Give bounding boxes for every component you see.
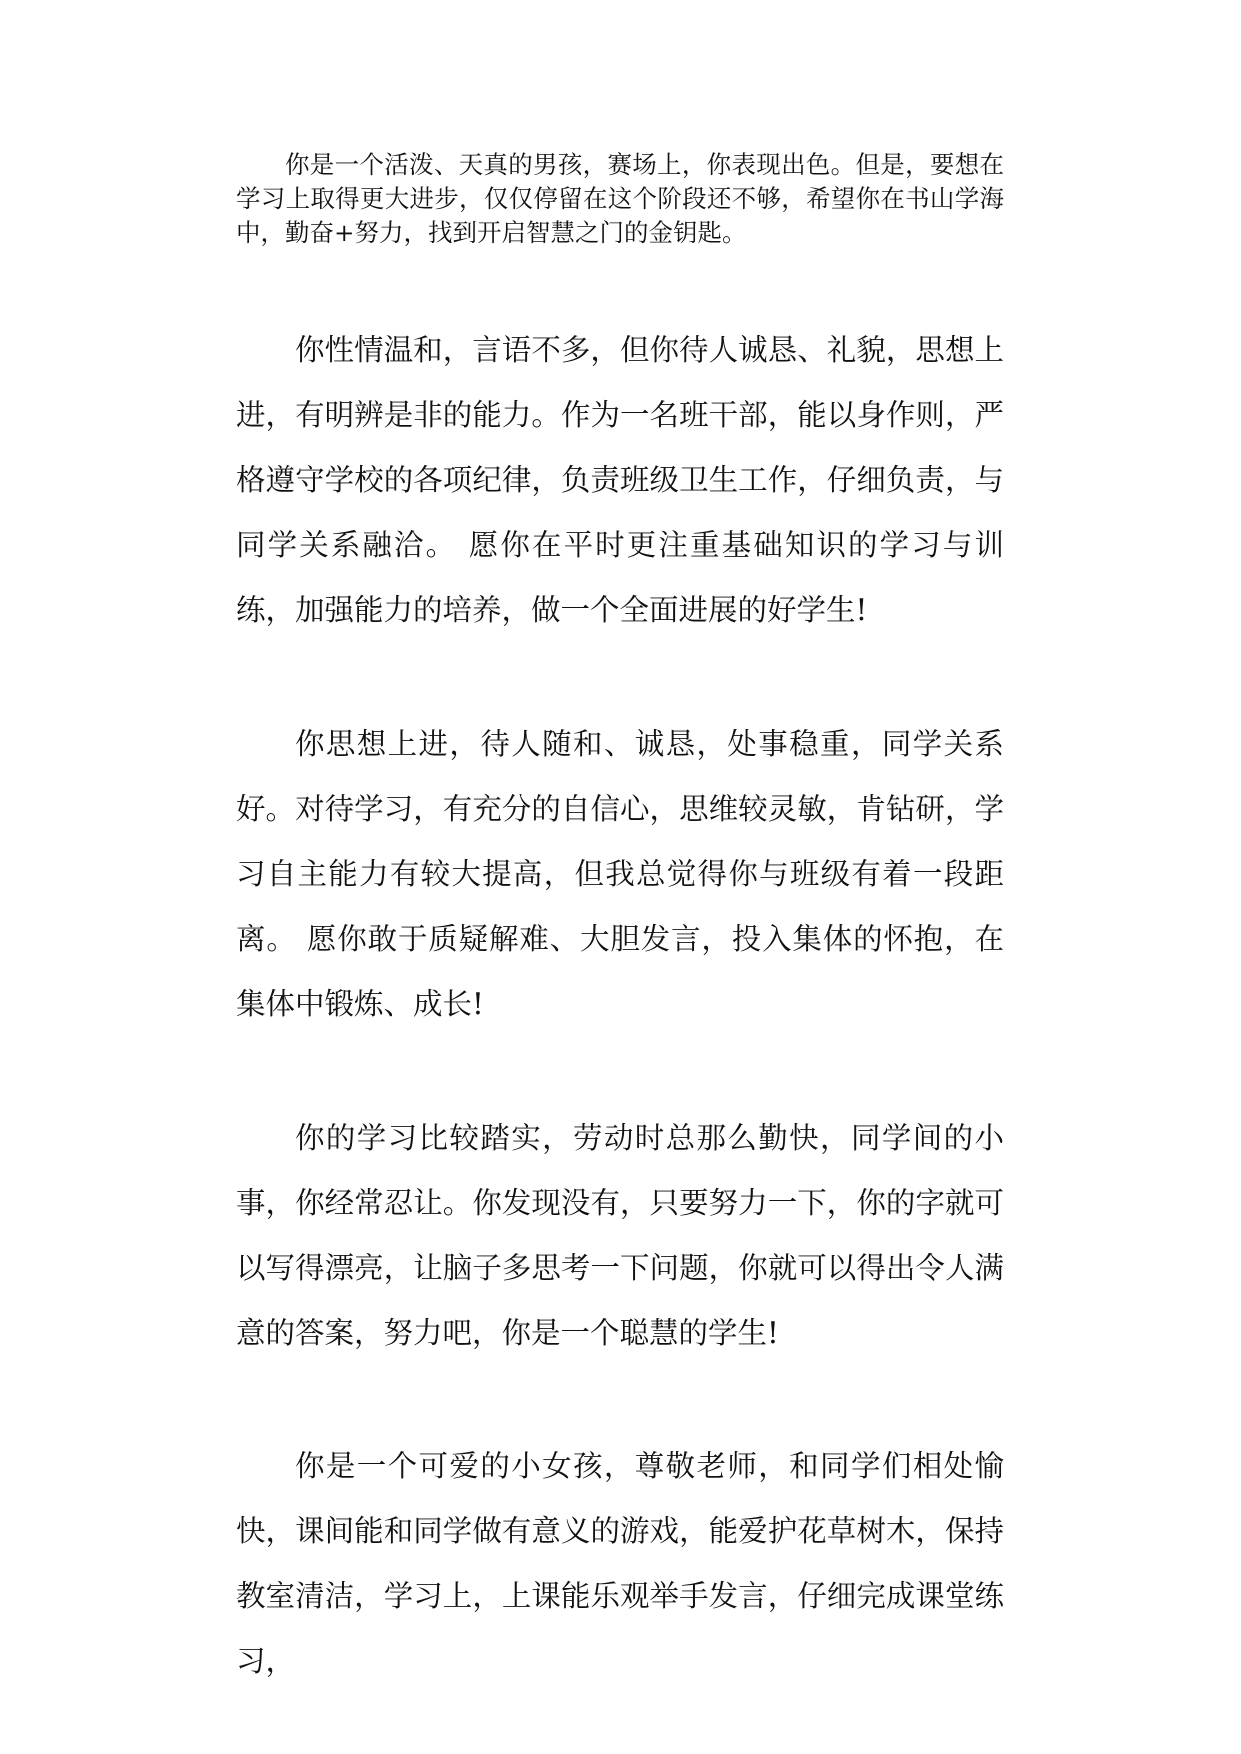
comment-paragraph-2: 你性情温和，言语不多，但你待人诚恳、礼貌，思想上进，有明辨是非的能力。作为一名班干部，能以身作则，严格遵守学校的各项纪律，负责班级卫生工作，仔细负责，与同学关系融洽。 愿你在平时更注重基础知识的学习与训练，加强能力的培养，做一个全面进展的好学生! — [236, 333, 1004, 627]
comment-paragraph-1: 你是一个活泼、天真的男孩，赛场上，你表现出色。但是，要想在学习上取得更大进步，仅仅停留在这个阶段还不够，希望你在书山学海中，勤奋+努力，找到开启智慧之门的金钥匙。 — [236, 150, 1004, 247]
comment-paragraph-5: 你是一个可爱的小女孩，尊敬老师，和同学们相处愉快，课间能和同学做有意义的游戏，能爱护花草树木，保持教室清洁，学习上，上课能乐观举手发言，仔细完成课堂练习， — [236, 1449, 1004, 1678]
comment-paragraph-4: 你的学习比较踏实，劳动时总那么勤快，同学间的小事，你经常忍让。你发现没有，只要努力一下，你的字就可以写得漂亮，让脑子多思考一下问题，你就可以得出令人满意的答案，努力吧，你是一个聪慧的学生! — [236, 1121, 1004, 1350]
comment-paragraph-3: 你思想上进，待人随和、诚恳，处事稳重，同学关系好。对待学习，有充分的自信心，思维较灵敏，肯钻研，学习自主能力有较大提高，但我总觉得你与班级有着一段距离。 愿你敢于质疑解难、大胆发言，投入集体的怀抱，在集体中锻炼、成长! — [236, 727, 1004, 1021]
